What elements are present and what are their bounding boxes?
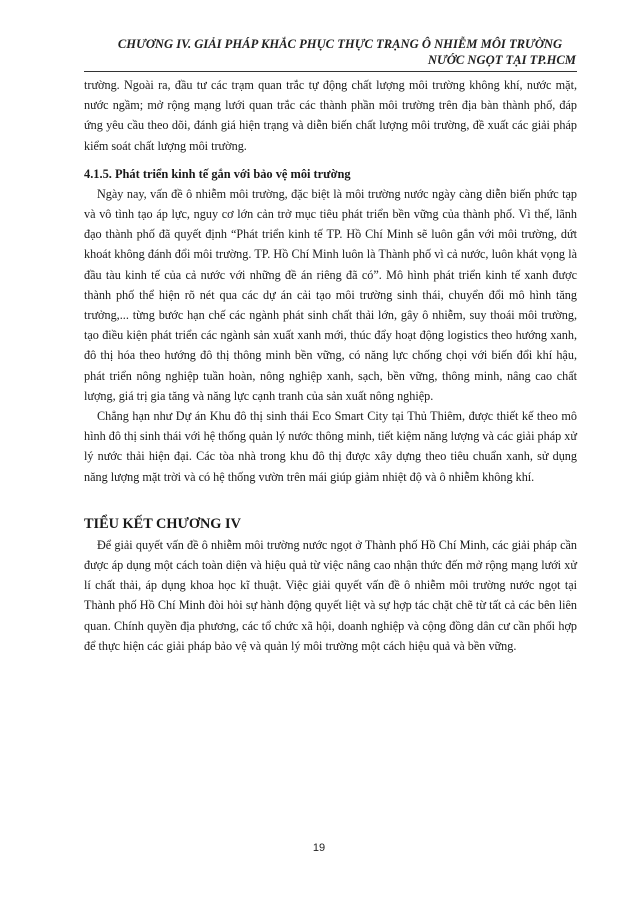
header-line-1: CHƯƠNG IV. GIẢI PHÁP KHẮC PHỤC THỰC TRẠNG Ô NHIỄM MÔI TRƯỜNG <box>117 37 563 51</box>
header-line-2: NƯỚC NGỌT TẠI TP.HCM <box>427 53 576 67</box>
page-number: 19 <box>312 842 326 854</box>
summary-heading: TIỂU KẾT CHƯƠNG IV <box>84 515 241 532</box>
summary-paragraph: Để giải quyết vấn đề ô nhiễm môi trường nước ngọt ở Thành phố Hồ Chí Minh, các giải pháp cần được áp dụng một cách toàn diện và hiệu quả từ việc nâng cao nhận thức đến mở rộng mạng lưới xử lí chất thải, áp dụng khoa học kĩ thuật. Việc giải quyết vấn đề ô nhiễm môi trường nước ngọt tại Thành phố Hồ Chí Minh đòi hỏi sự hành động quyết liệt và sự hợp tác chặt chẽ từ tất cả các bên liên quan. Chính quyền địa phương, các tổ chức xã hội, doanh nghiệp và cộng đồng dân cư cần phối hợp để thực hiện các giải pháp bảo vệ và quản lý môi trường một cách hiệu quả và bền vững. <box>84 537 577 653</box>
page-content <box>84 75 577 656</box>
section-heading: 4.1.5. Phát triển kinh tế gắn với bảo vệ môi trường <box>84 166 351 181</box>
header-rule <box>84 71 577 72</box>
section-paragraph-1: Ngày nay, vấn đề ô nhiễm môi trường, đặc biệt là môi trường nước ngày càng diễn biến phức tạp và vô tình tạo áp lực, nguy cơ lớn cản trở mục tiêu phát triển bền vững của thành phố. Vì thế, lãnh đạo thành phố đã quyết định “Phát triển kinh tế TP. Hồ Chí Minh sẽ luôn gắn với môi trường, dứt khoát không đánh đổi môi trường. TP. Hồ Chí Minh luôn là Thành phố vì cả nước, luôn khát vọng là đầu tàu kinh tế của cả nước với những đề án riêng đã có”. Mô hình phát triển kinh tế xanh được thành phố thể hiện rõ nét qua các dự án cải tạo môi trường sinh thái, chuyển đổi mô hình tăng trưởng,... từng bước hạn chế các ngành phát sinh chất thải lớn, gây ô nhiễm, suy thoái môi trường, tạo điều kiện phát triển các ngành sản xuất xanh mới, thúc đẩy hoạt động logistics theo hướng xanh, đô thị hóa theo hướng đô thị thông minh bền vững, có năng lực chống chọi với biến đổi khí hậu, phát triển nông nghiệp tuần hoàn, nông nghiệp xanh, sạch, bền vững, thông minh, nâng cao chất lượng, giá trị gia tăng và năng lực cạnh tranh của sản xuất nông nghiệp. <box>84 186 577 403</box>
intro-paragraph: trường. Ngoài ra, đầu tư các trạm quan trắc tự động chất lượng môi trường không khí, nước mặt, nước ngầm; mở rộng mạng lưới quan trắc các thành phần môi trường trên địa bàn thành phố, đáp ứng yêu cầu theo dõi, đánh giá hiện trạng và diễn biến chất lượng môi trường, đề xuất các giải pháp kiểm soát chất lượng môi trường. <box>84 78 577 153</box>
running-header <box>84 36 576 68</box>
section-paragraph-2: Chẳng hạn như Dự án Khu đô thị sinh thái Eco Smart City tại Thủ Thiêm, được thiết kế theo mô hình đô thị sinh thái với hệ thống quản lý nước thông minh, tiết kiệm năng lượng và các giải pháp xử lý nước thải hiện đại. Các tòa nhà trong khu đô thị được xây dựng theo tiêu chuẩn xanh, sử dụng năng lượng mặt trời và có hệ thống vườn trên mái giúp giảm nhiệt độ và ô nhiễm không khí. <box>84 409 577 484</box>
